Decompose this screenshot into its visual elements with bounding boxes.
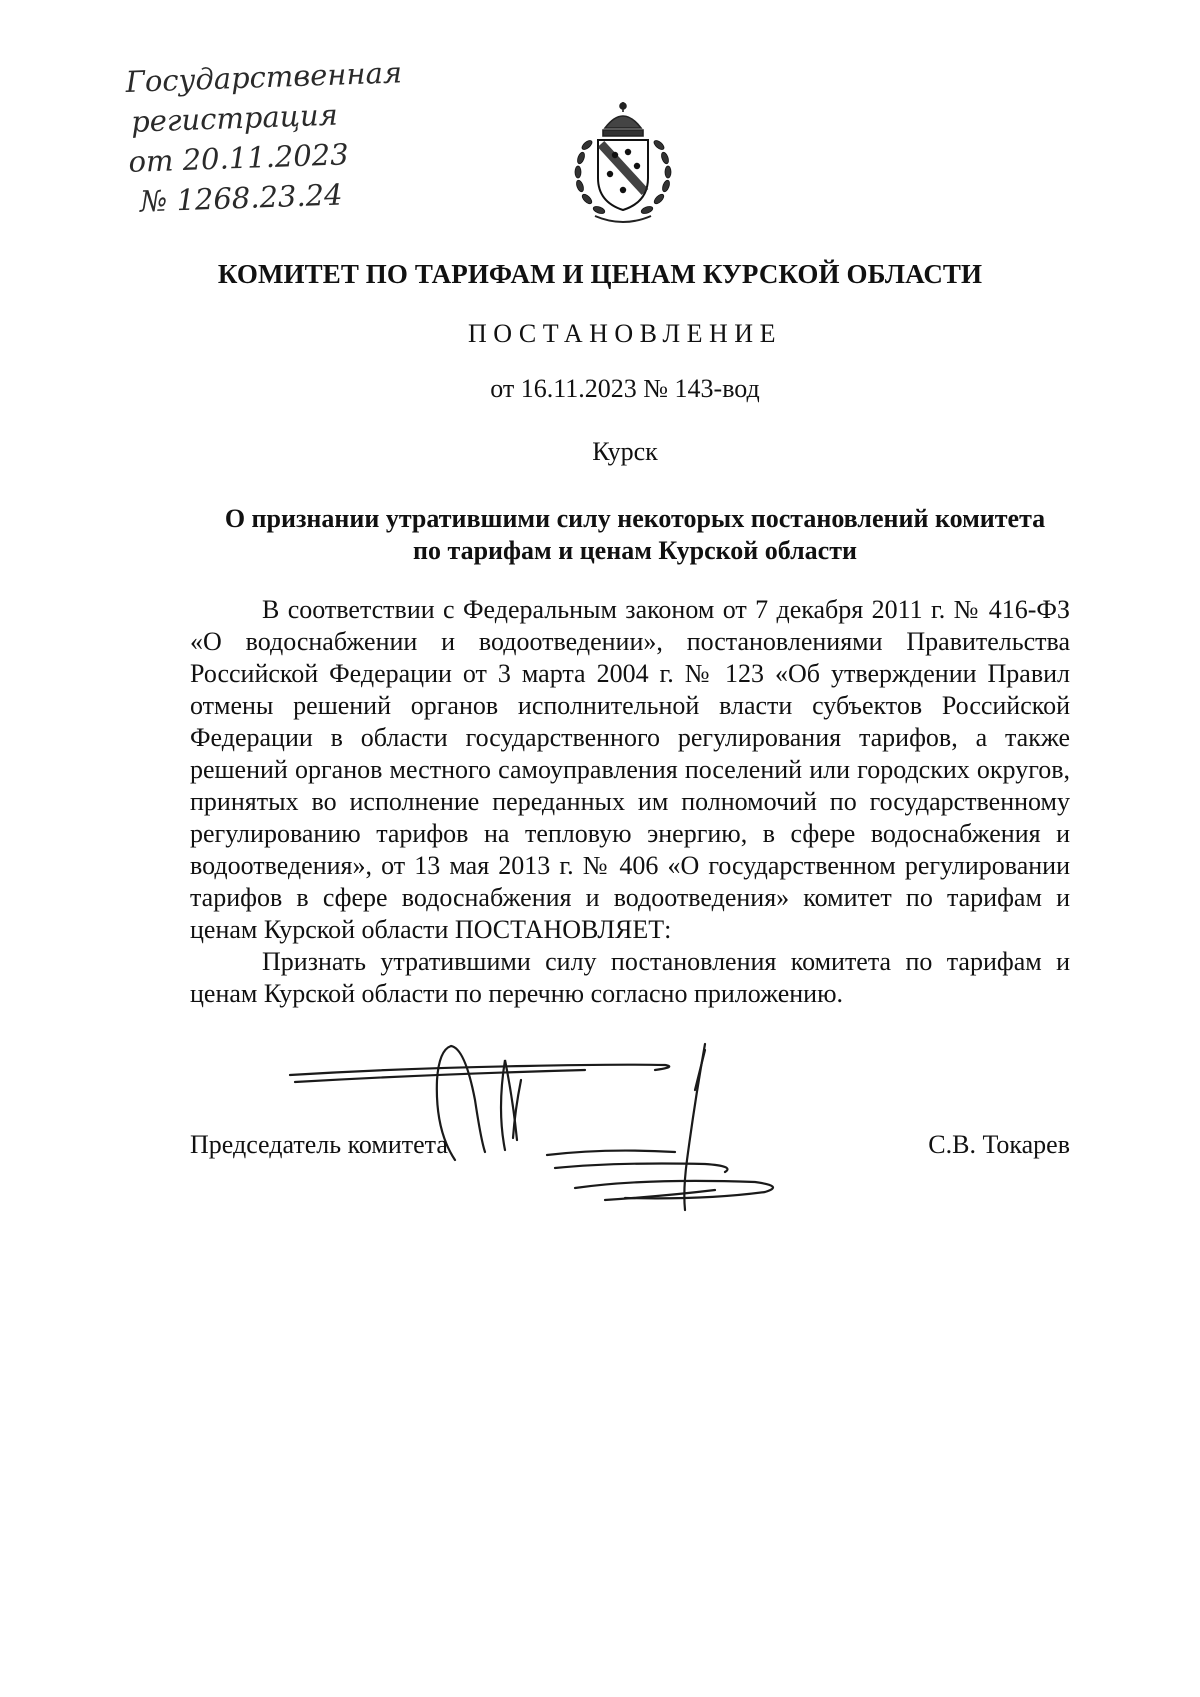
organization-title: КОМИТЕТ ПО ТАРИФАМ И ЦЕНАМ КУРСКОЙ ОБЛАСТИ [217,259,983,289]
signatory-name: С.В. Токарев [928,1130,1070,1159]
document-date-number: от 16.11.2023 № 143-вод [490,374,760,403]
body-paragraph: В соответствии с Федеральным законом от 7 декабря 2011 г. № 416-ФЗ «О водоснабжении и водоотведении», постановлениями Правительства Российской Федерации от 3 марта 2004 г. № 123 «Об утверждении Правил отмены решений органов исполнительной власти субъектов Российской Федерации в области государственного регулирования тарифов, а также решений органов местного самоуправления поселений или городских округов, принятых во исполнение переданных им полномочий по государственному регулированию тарифов на тепловую энергию, в сфере водоснабжения и водоотведения», от 13 мая 2013 г. № 406 «О государственном регулировании тарифов в сфере водоснабжения и водоотведения» комитет по тарифам и ценам Курской области ПОСТАНОВЛЯЕТ: [190,595,1070,944]
subject-line: по тарифам и ценам Курской области [413,536,857,565]
registration-note-line: регистрация [130,97,339,139]
subject-line: О признании утратившими силу некоторых постановлений комитета [224,504,1046,533]
document-city: Курск [592,437,658,466]
document-type: ПОСТАНОВЛЕНИЕ [468,319,782,348]
registration-note-line: от 20.11.2023 [127,137,350,179]
handwritten-registration-note [125,50,460,221]
kursk-coat-of-arms-icon [565,100,681,230]
document-subject [190,503,1080,567]
document-body [190,594,1070,1010]
registration-note-line: № 1268.23.24 [139,177,344,219]
registration-note-line: Государственная [125,55,403,99]
signatory-position: Председатель комитета [190,1130,448,1159]
body-paragraph: Признать утратившими силу постановления комитета по тарифам и ценам Курской области по перечню согласно приложению. [190,947,1070,1008]
